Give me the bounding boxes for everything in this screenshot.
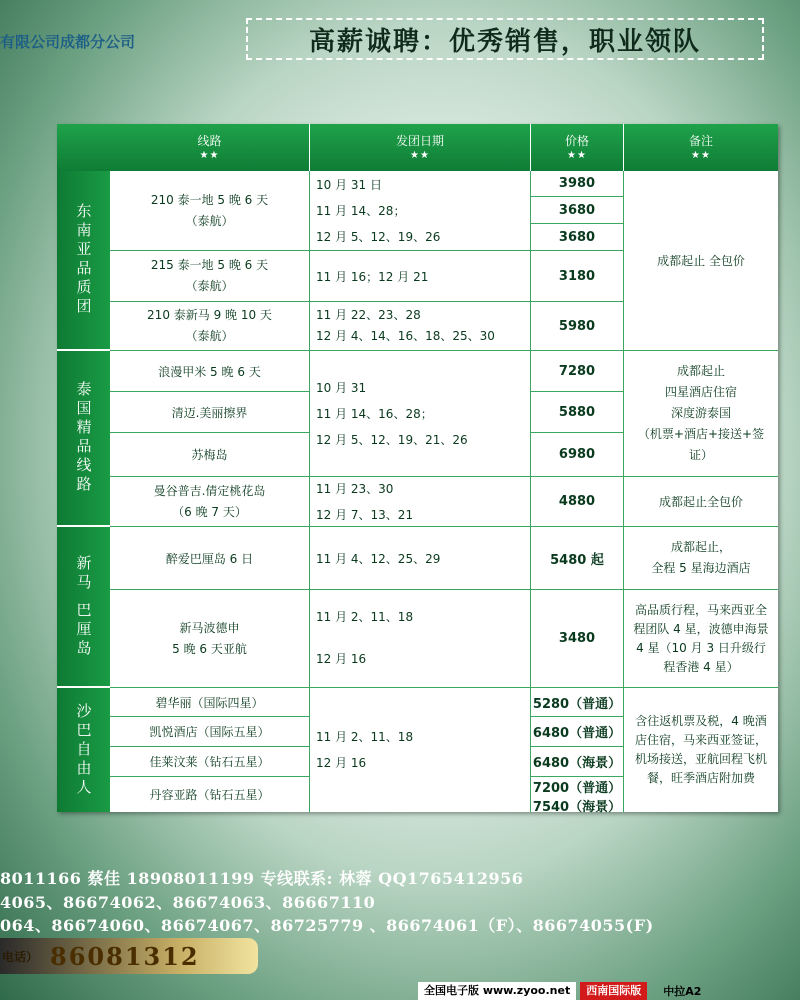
category-thailand: 泰国精品线路 [57, 351, 110, 527]
contact-line-3: 064、86674060、86674067、86725779 、86674061（F）、86674055(F) [0, 916, 654, 935]
route-210-thai: 210 泰一地 5 晚 6 天 （泰航） [110, 171, 310, 251]
dates-210-thai-sg-my: 11 月 22、23、28 12 月 4、14、16、18、25、30 [310, 302, 531, 351]
route-215-thai: 215 泰一地 5 晚 6 天 （泰航） [110, 251, 310, 302]
dates-215-thai: 11 月 16；12 月 21 [310, 251, 531, 302]
slogan-banner [246, 18, 764, 60]
dates-group-4: 11 月 2、11、18 12 月 16 [310, 688, 531, 812]
category-sabah: 沙巴自由人 [57, 688, 110, 812]
star-icon: ★★ [199, 150, 220, 161]
route-bangkok-phuket: 曼谷普吉.倩定桃花岛 （6 晚 7 天） [110, 477, 310, 527]
hotline-label: 电话） [2, 949, 39, 964]
contact-line-1: 8011166 蔡佳 18908011199 专线联系: 林蓉 QQ1765412956 [0, 869, 524, 888]
hotline-number: 86081312 [50, 941, 200, 971]
route-hotel-2: 凯悦酒店（国际五星） [110, 717, 310, 747]
price-cell: 6480（普通） [531, 717, 624, 747]
dates-210-thai: 10 月 31 日 11 月 14、28； 12 月 5、12、19、26 [310, 171, 531, 251]
route-bali: 醉爱巴厘岛 6 日 [110, 527, 310, 590]
category-singapore-malaysia-bali: 新马 巴厘岛 [57, 527, 110, 688]
route-koh-samui: 苏梅岛 [110, 433, 310, 477]
note-group-1: 成都起止 全包价 [624, 171, 778, 351]
price-cell: 5280（普通） [531, 688, 624, 717]
header-dates-label: 发团日期 [395, 134, 444, 148]
price-cell-double [531, 777, 624, 815]
tour-table [57, 124, 778, 815]
edition-label: 全国电子版 www.zyoo.net [418, 982, 576, 1000]
header-dates [310, 124, 531, 171]
contact-line-2: 4065、86674062、86674063、86667110 [0, 893, 376, 912]
route-hotel-1: 碧华丽（国际四星） [110, 688, 310, 717]
header-route-label: 线路 [197, 134, 222, 148]
header-note-label: 备注 [688, 134, 713, 148]
star-icon: ★★ [567, 150, 587, 161]
route-krabi: 浪漫甲米 5 晚 6 天 [110, 351, 310, 392]
star-icon: ★★ [410, 150, 430, 161]
price-cell: 5880 [531, 392, 624, 433]
header-route [110, 124, 310, 171]
slogan-text: 高薪诚聘：优秀销售，职业领队 [308, 26, 701, 57]
price-cell: 4880 [531, 477, 624, 527]
price-cell: 5980 [531, 302, 624, 351]
note-group-4: 含往返机票及税，4 晚酒店住宿，马来西亚签证，机场接送，亚航回程飞机餐，旺季酒店附加费 [634, 714, 767, 785]
header-price-label: 价格 [564, 134, 589, 148]
price-cell: 3680 [531, 197, 624, 224]
note-port-dickson: 高品质行程，马来西亚全程团队 4 星，波德申海景 4 星（10 月 3 日升级行程香港 4 星） [624, 590, 778, 688]
price-cell: 3980 [531, 171, 624, 197]
price-cell: 3180 [531, 251, 624, 302]
bottom-bar [418, 982, 800, 1000]
note-bangkok-phuket: 成都起止全包价 [624, 477, 778, 527]
category-southeast-asia: 东南亚品质团 [57, 171, 110, 351]
note-group-2: 成都起止 四星酒店住宿 深度游泰国 （机票+酒店+接送+签证） [624, 351, 778, 477]
dates-group-2: 10 月 31 11 月 14、16、28； 12 月 5、12、19、21、26 [310, 351, 531, 477]
company-name: 有限公司成都分公司 [0, 33, 136, 51]
header-price [531, 124, 624, 171]
dates-port-dickson: 11 月 2、11、18 12 月 16 [310, 590, 531, 688]
route-hotel-4: 丹容亚路（钻石五星） [110, 777, 310, 812]
price-cell: 5480 起 [531, 527, 624, 590]
route-chiang-mai: 清迈.美丽擦界 [110, 392, 310, 433]
price-cell: 3480 [531, 590, 624, 688]
price-cell: 6980 [531, 433, 624, 477]
note-bali: 成都起止， 全程 5 星海边酒店 [624, 527, 778, 590]
dates-bangkok-phuket: 11 月 23、30 12 月 7、13、21 [310, 477, 531, 527]
hotline-banner [0, 938, 258, 974]
route-210-thai-sg-my: 210 泰新马 9 晚 10 天 （泰航） [110, 302, 310, 351]
header-note [624, 124, 778, 171]
dates-bali: 11 月 4、12、25、29 [310, 527, 531, 590]
price-cell: 7280 [531, 351, 624, 392]
price-cell: 6480（海景） [531, 747, 624, 777]
section-label: 西南国际版 [580, 982, 647, 1000]
price-regular: 7200（普通） [532, 781, 622, 796]
route-port-dickson: 新马波德申 5 晚 6 天亚航 [110, 590, 310, 688]
header-corner [57, 124, 110, 171]
star-icon: ★★ [691, 150, 711, 161]
price-cell: 3680 [531, 224, 624, 251]
price-seaview: 7540（海景） [532, 800, 622, 815]
route-hotel-3: 佳莱汶莱（钻石五星） [110, 747, 310, 777]
page-label: 中拉A2 [663, 985, 702, 998]
